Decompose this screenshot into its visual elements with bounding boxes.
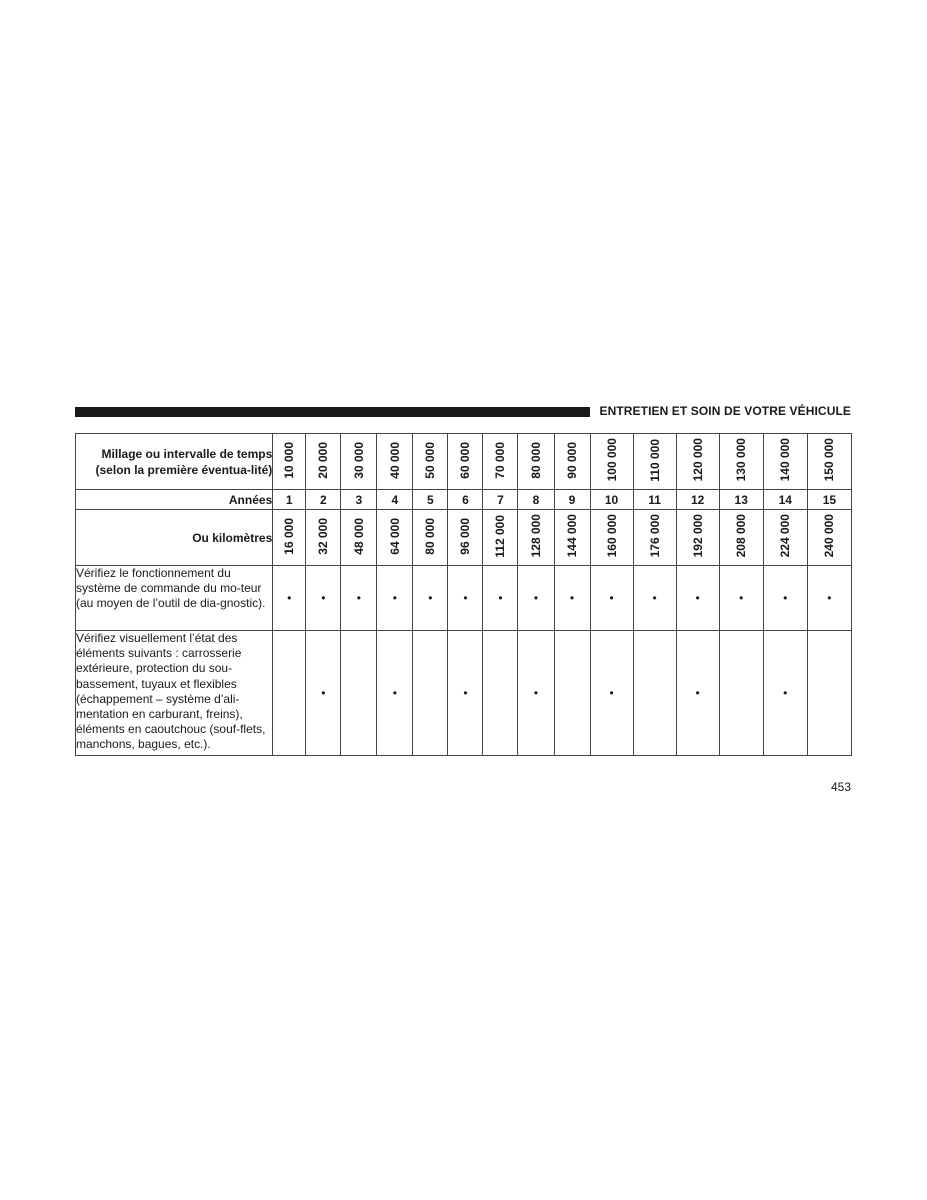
mileage-cell bbox=[306, 434, 341, 490]
mileage-value: 120 000 bbox=[690, 438, 705, 482]
km-value: 160 000 bbox=[604, 514, 619, 558]
km-cell bbox=[483, 510, 518, 566]
mileage-cell bbox=[448, 434, 483, 490]
km-cell bbox=[377, 510, 413, 566]
km-value: 48 000 bbox=[351, 517, 366, 555]
year-value: 9 bbox=[554, 490, 590, 510]
km-value: 144 000 bbox=[565, 514, 580, 558]
year-value: 4 bbox=[377, 490, 413, 510]
km-value: 32 000 bbox=[316, 517, 331, 555]
task-description: Vérifiez visuellement l’état des éléments suivants : carrosserie extérieure, protection du sou-bassement, tuyaux et flexibles (échappement – système d’ali-mentation en carburant, freins), éléments en caoutchouc (souf-flets, manchons, bagues, etc.). bbox=[76, 631, 273, 756]
year-value: 14 bbox=[763, 490, 807, 510]
service-mark bbox=[633, 631, 676, 756]
km-cell bbox=[518, 510, 554, 566]
year-value: 3 bbox=[341, 490, 377, 510]
service-mark: • bbox=[807, 566, 851, 631]
mileage-cell bbox=[590, 434, 633, 490]
km-cell bbox=[448, 510, 483, 566]
mileage-label: Millage ou intervalle de temps (selon la première éventua-lité) bbox=[76, 434, 273, 490]
year-value: 7 bbox=[483, 490, 518, 510]
service-mark: • bbox=[518, 566, 554, 631]
service-mark: • bbox=[377, 566, 413, 631]
km-cell bbox=[763, 510, 807, 566]
km-cell bbox=[719, 510, 763, 566]
task-row-engine-control bbox=[76, 566, 852, 631]
mileage-value: 110 000 bbox=[647, 438, 662, 482]
service-mark: • bbox=[554, 566, 590, 631]
year-value: 2 bbox=[306, 490, 341, 510]
service-mark: • bbox=[590, 631, 633, 756]
service-mark: • bbox=[413, 566, 448, 631]
service-mark: • bbox=[377, 631, 413, 756]
service-mark: • bbox=[676, 566, 719, 631]
mileage-value: 140 000 bbox=[778, 438, 793, 482]
km-cell bbox=[273, 510, 306, 566]
year-value: 5 bbox=[413, 490, 448, 510]
km-value: 64 000 bbox=[387, 517, 402, 555]
task-row-visual-inspection bbox=[76, 631, 852, 756]
mileage-value: 30 000 bbox=[351, 441, 366, 479]
mileage-cell bbox=[763, 434, 807, 490]
maintenance-schedule-table bbox=[75, 433, 852, 756]
service-mark: • bbox=[341, 566, 377, 631]
km-value: 96 000 bbox=[458, 517, 473, 555]
year-value: 12 bbox=[676, 490, 719, 510]
mileage-value: 50 000 bbox=[423, 441, 438, 479]
mileage-value: 10 000 bbox=[282, 441, 297, 479]
km-value: 176 000 bbox=[647, 514, 662, 558]
km-value: 240 000 bbox=[822, 514, 837, 558]
mileage-value: 130 000 bbox=[734, 438, 749, 482]
years-row bbox=[76, 490, 852, 510]
km-cell bbox=[341, 510, 377, 566]
km-cell bbox=[306, 510, 341, 566]
service-mark: • bbox=[306, 566, 341, 631]
km-label: Ou kilomètres bbox=[76, 510, 273, 566]
mileage-cell bbox=[518, 434, 554, 490]
mileage-cell bbox=[341, 434, 377, 490]
mileage-cell bbox=[377, 434, 413, 490]
year-value: 11 bbox=[633, 490, 676, 510]
mileage-cell bbox=[807, 434, 851, 490]
mileage-value: 40 000 bbox=[387, 441, 402, 479]
service-mark: • bbox=[763, 566, 807, 631]
mileage-value: 20 000 bbox=[316, 441, 331, 479]
mileage-cell bbox=[413, 434, 448, 490]
service-mark: • bbox=[273, 566, 306, 631]
service-mark: • bbox=[518, 631, 554, 756]
mileage-value: 60 000 bbox=[458, 441, 473, 479]
service-mark bbox=[719, 631, 763, 756]
km-value: 16 000 bbox=[282, 517, 297, 555]
service-mark bbox=[483, 631, 518, 756]
service-mark: • bbox=[676, 631, 719, 756]
page-number: 453 bbox=[830, 780, 851, 794]
mileage-cell bbox=[719, 434, 763, 490]
mileage-cell bbox=[633, 434, 676, 490]
mileage-cell bbox=[554, 434, 590, 490]
service-mark: • bbox=[633, 566, 676, 631]
mileage-value: 100 000 bbox=[604, 438, 619, 482]
service-mark: • bbox=[448, 631, 483, 756]
km-cell bbox=[590, 510, 633, 566]
km-value: 128 000 bbox=[528, 514, 543, 558]
km-value: 208 000 bbox=[734, 514, 749, 558]
service-mark bbox=[554, 631, 590, 756]
section-header-bar bbox=[75, 407, 590, 417]
year-value: 15 bbox=[807, 490, 851, 510]
mileage-value: 80 000 bbox=[528, 441, 543, 479]
year-value: 10 bbox=[590, 490, 633, 510]
service-mark: • bbox=[590, 566, 633, 631]
km-row bbox=[76, 510, 852, 566]
mileage-cell bbox=[483, 434, 518, 490]
year-value: 13 bbox=[719, 490, 763, 510]
year-value: 6 bbox=[448, 490, 483, 510]
km-cell bbox=[413, 510, 448, 566]
mileage-value: 150 000 bbox=[822, 438, 837, 482]
service-mark bbox=[807, 631, 851, 756]
km-value: 224 000 bbox=[778, 514, 793, 558]
km-value: 112 000 bbox=[493, 514, 508, 558]
mileage-row bbox=[76, 434, 852, 490]
mileage-value: 70 000 bbox=[493, 441, 508, 479]
service-mark bbox=[273, 631, 306, 756]
years-label: Années bbox=[76, 490, 273, 510]
mileage-cell bbox=[676, 434, 719, 490]
km-value: 80 000 bbox=[423, 517, 438, 555]
year-value: 1 bbox=[273, 490, 306, 510]
service-mark bbox=[413, 631, 448, 756]
service-mark: • bbox=[763, 631, 807, 756]
km-cell bbox=[554, 510, 590, 566]
km-cell bbox=[633, 510, 676, 566]
mileage-cell bbox=[273, 434, 306, 490]
service-mark bbox=[341, 631, 377, 756]
service-mark: • bbox=[306, 631, 341, 756]
year-value: 8 bbox=[518, 490, 554, 510]
mileage-value: 90 000 bbox=[565, 441, 580, 479]
task-description: Vérifiez le fonctionnement du système de commande du mo-teur (au moyen de l’outil de dia-gnostic). bbox=[76, 566, 273, 631]
service-mark: • bbox=[448, 566, 483, 631]
km-cell bbox=[676, 510, 719, 566]
service-mark: • bbox=[483, 566, 518, 631]
km-cell bbox=[807, 510, 851, 566]
section-title: ENTRETIEN ET SOIN DE VOTRE VÉHICULE bbox=[599, 404, 851, 418]
service-mark: • bbox=[719, 566, 763, 631]
km-value: 192 000 bbox=[690, 514, 705, 558]
